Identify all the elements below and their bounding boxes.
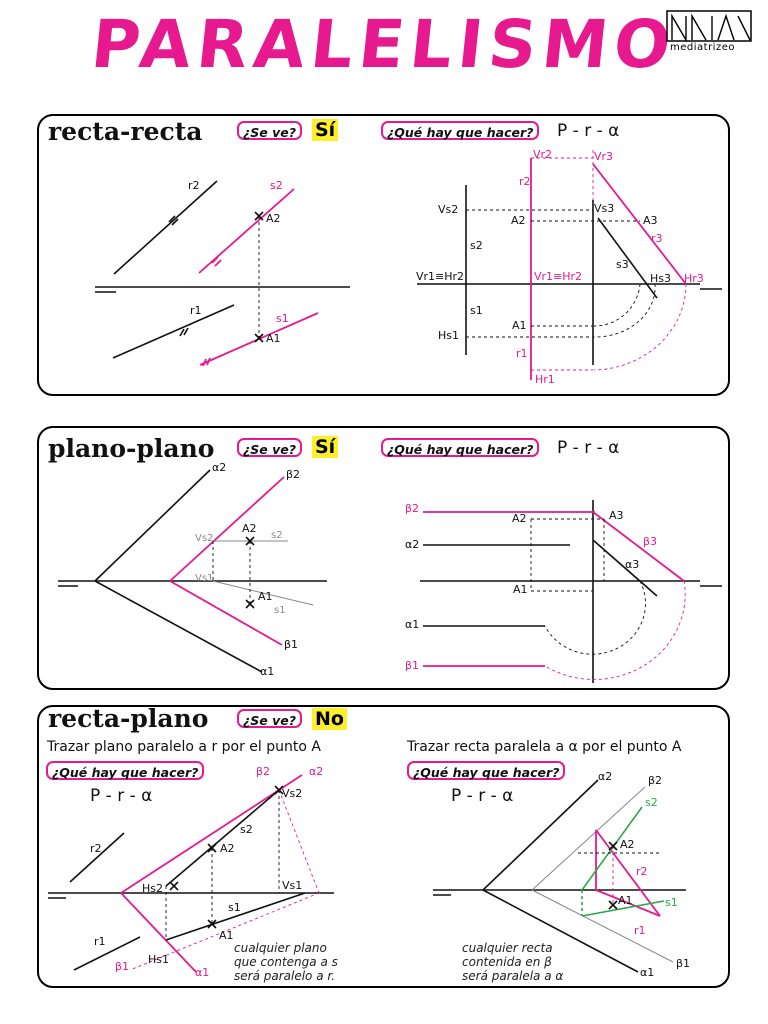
method-label: P - r - α xyxy=(557,438,620,458)
label-beta1: β1 xyxy=(115,960,130,973)
label-s2: s2 xyxy=(270,179,283,192)
plano-plano-left-diagram xyxy=(58,461,327,678)
method-label: P - r - α xyxy=(557,121,620,141)
line-r2 xyxy=(70,833,124,882)
label-A2: A2 xyxy=(511,214,526,227)
label-alpha2: α2 xyxy=(598,770,613,783)
panel-title: recta-recta xyxy=(48,117,203,146)
label-Vs1: Vs1 xyxy=(195,573,214,584)
label-alpha1: α1 xyxy=(405,618,420,631)
label-s2: s2 xyxy=(271,530,283,541)
label-beta2: β2 xyxy=(286,468,301,481)
label-r2: r2 xyxy=(636,865,648,878)
note-line: será paralelo a r. xyxy=(234,969,336,983)
right-method-question: ¿Qué hay que hacer? xyxy=(407,761,565,780)
label-A2: A2 xyxy=(620,838,635,851)
note-line: que contenga a s xyxy=(234,955,338,969)
plano-plano-right-diagram xyxy=(405,500,722,683)
line-r3 xyxy=(593,164,686,284)
label-Vs2: Vs2 xyxy=(438,203,459,216)
label-Vs2: Vs2 xyxy=(195,533,214,544)
line-r2 xyxy=(114,181,217,274)
label-r1: r1 xyxy=(190,304,202,317)
recta-plano-left-diagram xyxy=(48,765,334,979)
right-method-label: P - r - α xyxy=(451,786,514,806)
label-A2: A2 xyxy=(512,512,527,525)
line-s2 xyxy=(199,189,294,273)
label-Vs2: Vs2 xyxy=(282,787,303,800)
label-Vr3: Vr3 xyxy=(594,150,614,163)
label-Vs1: Vs1 xyxy=(282,879,303,892)
label-s1: s1 xyxy=(276,312,289,325)
label-beta1: β1 xyxy=(676,957,691,970)
label-s2: s2 xyxy=(240,823,253,836)
label-r2: r2 xyxy=(188,179,200,192)
note-line: contenida en β xyxy=(462,955,552,969)
label-r1: r1 xyxy=(634,924,646,937)
panel-title: recta-plano xyxy=(48,704,209,733)
label-Hr1: Hr1 xyxy=(535,373,555,386)
note-line: cualquier plano xyxy=(234,941,327,955)
label-Hs1: Hs1 xyxy=(148,953,170,966)
left-method-label: P - r - α xyxy=(90,786,153,806)
label-Vr1Hr2: Vr1≡Hr2 xyxy=(416,270,465,283)
page-title: PARALELISMO xyxy=(87,6,681,83)
label-beta1: β1 xyxy=(405,659,420,672)
recta-plano-right-diagram xyxy=(433,770,690,979)
left-task: Trazar plano paralelo a r por el punto A xyxy=(47,739,321,755)
label-s2: s2 xyxy=(470,239,483,252)
label-alpha3: α3 xyxy=(625,558,640,571)
line-s2 xyxy=(166,790,279,886)
label-beta2: β2 xyxy=(256,765,271,778)
label-alpha1: α1 xyxy=(260,665,275,678)
label-beta3: β3 xyxy=(643,535,658,548)
label-s3: s3 xyxy=(616,258,629,271)
trace-alpha2 xyxy=(95,470,210,581)
trace-beta1 xyxy=(532,890,673,962)
label-A2: A2 xyxy=(220,842,235,855)
note-line: cualquier recta xyxy=(462,941,553,955)
label-beta2: β2 xyxy=(405,502,420,515)
label-beta1: β1 xyxy=(284,638,299,651)
label-alpha2: α2 xyxy=(212,461,227,474)
label-A1: A1 xyxy=(512,319,527,332)
method-question: ¿Qué hay que hacer? xyxy=(381,121,539,140)
label-s2: s2 xyxy=(645,796,658,809)
label-r2: r2 xyxy=(519,175,531,188)
label-A1: A1 xyxy=(618,894,633,907)
recta-recta-left-diagram xyxy=(95,179,350,366)
label-r3: r3 xyxy=(651,232,663,245)
left-method-question: ¿Qué hay que hacer? xyxy=(46,761,204,780)
label-r1: r1 xyxy=(516,347,528,360)
label-s1: s1 xyxy=(665,896,678,909)
label-s1: s1 xyxy=(228,901,241,914)
label-beta2: β2 xyxy=(648,774,663,787)
trace-alpha2 xyxy=(483,780,598,890)
panel-title: plano-plano xyxy=(48,434,215,463)
line-r1 xyxy=(74,937,140,970)
visibility-question: ¿Se ve? xyxy=(237,438,302,457)
label-A2: A2 xyxy=(242,522,257,535)
label-Hs3: Hs3 xyxy=(650,272,672,285)
label-alpha2: α2 xyxy=(309,765,324,778)
label-A1: A1 xyxy=(266,332,281,345)
label-A1: A1 xyxy=(258,590,273,603)
label-Hs1: Hs1 xyxy=(438,329,460,342)
label-alpha1: α1 xyxy=(195,966,210,979)
label-r2: r2 xyxy=(90,842,102,855)
label-r1: r1 xyxy=(94,935,106,948)
label-Hr3: Hr3 xyxy=(684,272,704,285)
label-Vs3: Vs3 xyxy=(594,202,615,215)
note-line: será paralela a α xyxy=(462,969,564,983)
visibility-question: ¿Se ve? xyxy=(237,121,302,140)
trace-alpha1 xyxy=(95,581,262,672)
label-alpha1: α1 xyxy=(640,966,655,979)
label-A2: A2 xyxy=(266,212,281,225)
label-A3: A3 xyxy=(609,509,624,522)
visibility-answer: Sí xyxy=(312,119,338,141)
label-alpha2: α2 xyxy=(405,538,420,551)
label-Vr1Hr2-right: Vr1≡Hr2 xyxy=(534,270,583,283)
label-Vr2: Vr2 xyxy=(533,148,553,161)
label-A1: A1 xyxy=(219,929,234,942)
right-task: Trazar recta paralela a α por el punto A xyxy=(407,739,682,755)
label-A1: A1 xyxy=(513,583,528,596)
line-r1 xyxy=(113,305,234,358)
label-s1: s1 xyxy=(274,605,286,616)
label-s1: s1 xyxy=(470,304,483,317)
visibility-answer: No xyxy=(312,708,347,730)
method-question: ¿Qué hay que hacer? xyxy=(381,438,539,457)
visibility-answer: Sí xyxy=(312,436,338,458)
brand-name: mediatrizeo xyxy=(670,42,735,53)
recta-recta-right-diagram xyxy=(416,148,722,386)
label-Hs2: Hs2 xyxy=(142,882,164,895)
label-A3: A3 xyxy=(643,214,658,227)
visibility-question: ¿Se ve? xyxy=(237,709,302,728)
